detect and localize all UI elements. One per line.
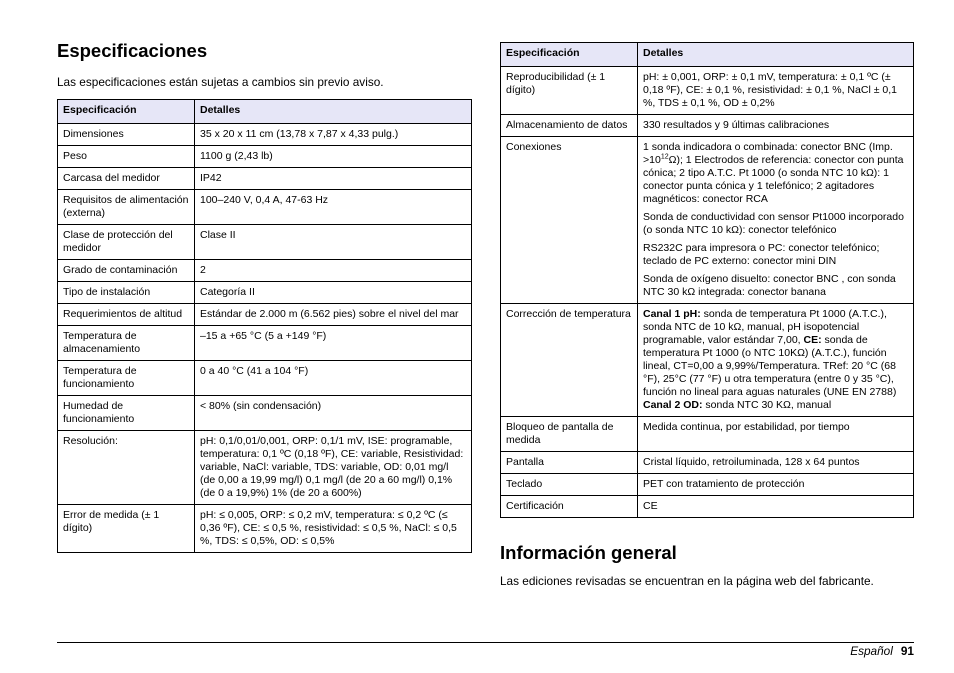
general-information-section [500,542,914,588]
detail-cell: IP42 [195,168,472,190]
table-row-connections [501,137,914,304]
detail-cell: 0 a 40 °C (41 a 104 °F) [195,361,472,396]
specifications-table-left [57,99,472,553]
spec-cell: Reproducibilidad (± 1 dígito) [501,67,638,115]
detail-cell: CE [638,496,914,518]
spec-cell: Clase de protección del medidor [58,225,195,260]
detail-cell: pH: ± 0,001, ORP: ± 0,1 mV, temperatura: ± 0,1 ºC (± 0,18 ºF), CE: ± 0,1 %, resistividad: ± 0,1 %, NaCl ± 0,1 %, TDS ± 0,1 %, OD ± 0,2% [638,67,914,115]
detail-cell: 1100 g (2,43 lb) [195,146,472,168]
table-row [58,190,472,225]
detail-text: sonda de temperatura Pt 1000 (A.T.C.), sonda NTC de 10 kΩ, manual, pH isopotencial programable, valor estándar 7,00, [643,308,887,346]
detail-cell: PET con tratamiento de protección [638,474,914,496]
superscript: 12 [660,153,669,161]
table-row [501,417,914,452]
table-row-temperature-correction [501,304,914,417]
detail-cell: 35 x 20 x 11 cm (13,78 x 7,87 x 4,33 pulg.) [195,124,472,146]
connection-text: 1 sonda indicadora o combinada: conector BNC (Imp. >10 [643,141,893,166]
table-row [501,67,914,115]
table-row [501,115,914,137]
table-row [58,505,472,553]
spec-cell: Almacenamiento de datos [501,115,638,137]
spec-cell: Carcasa del medidor [58,168,195,190]
table-row [501,452,914,474]
footer-divider [57,642,914,643]
table-row [58,146,472,168]
detail-cell [638,137,914,304]
intro-text: Las especificaciones están sujetas a cambios sin previo aviso. [57,75,384,89]
table-row [58,326,472,361]
footer-language: Español [850,644,893,658]
spec-cell: Peso [58,146,195,168]
table-row [58,431,472,505]
table-header-row [501,43,914,67]
bold-label: CE: [803,334,822,346]
detail-cell: Categoría II [195,282,472,304]
table-row [58,124,472,146]
spec-cell: Conexiones [501,137,638,304]
table-header-row [58,100,472,124]
connection-paragraph: Sonda de oxígeno disuelto: conector BNC , con sonda NTC 30 kΩ integrada: conector banana [643,273,896,298]
detail-cell: pH: ≤ 0,005, ORP: ≤ 0,2 mV, temperatura: ≤ 0,2 ºC (≤ 0,36 ºF), CE: ≤ 0,5 %, resistividad: ≤ 0,5 %, NaCl: ≤ 0,5 %, TDS: ≤ 0,5%, OD: ≤ 0,5% [195,505,472,553]
spec-cell: Humedad de funcionamiento [58,396,195,431]
spec-cell: Dimensiones [58,124,195,146]
column-header-details: Detalles [638,43,914,67]
detail-text: sonda de temperatura Pt 1000 (o NTC 10KΩ) (A.T.C.), función lineal, CT=0,00 a 9,99%/Temperatura. TRef: 20 °C (68 °F), 25°C (77 °F) u otra temperatura (entre 0 y 35 °C), función no lineal para aguas naturales (UNE EN 2788) [643,334,897,398]
table-row [58,282,472,304]
detail-cell: pH: 0,1/0,01/0,001, ORP: 0,1/1 mV, ISE: programable, temperatura: 0,1 ºC (0,18 ºF), CE: variable, Resistividad: variable, NaCl: variable, TDS: variable, OD: 0,01 mg/l (de 0,00 a 19,99 mg/l) 0,1 mg/l (de 20 a 60 mg/l) 0,1% (de 0 a 19,9%) 1% (de 20 a 600%) [195,431,472,505]
column-header-details: Detalles [195,100,472,124]
column-header-spec: Especificación [501,43,638,67]
spec-cell: Temperatura de funcionamiento [58,361,195,396]
page-title: Especificaciones [57,40,208,61]
detail-cell: Clase II [195,225,472,260]
spec-cell: Pantalla [501,452,638,474]
spec-cell: Temperatura de almacenamiento [58,326,195,361]
detail-text: sonda NTC 30 KΩ, manual [702,399,832,411]
table-row [501,496,914,518]
table-row [58,304,472,326]
connection-paragraph [643,141,908,206]
bold-label: Canal 2 OD: [643,399,703,411]
column-header-spec: Especificación [58,100,195,124]
table-row [58,396,472,431]
detail-cell: < 80% (sin condensación) [195,396,472,431]
spec-cell: Teclado [501,474,638,496]
connection-paragraph: Sonda de conductividad con sensor Pt1000 incorporado (o sonda NTC 10 kΩ): conector telefónico [643,211,904,236]
connection-paragraph: RS232C para impresora o PC: conector telefónico; teclado de PC externo: conector mini DIN [643,242,880,267]
left-column [57,40,472,553]
spec-cell: Error de medida (± 1 dígito) [58,505,195,553]
section-title: Información general [500,542,677,563]
spec-cell: Bloqueo de pantalla de medida [501,417,638,452]
page-number: 91 [900,644,914,658]
spec-cell: Grado de contaminación [58,260,195,282]
spec-cell: Tipo de instalación [58,282,195,304]
page-footer [850,644,914,658]
spec-cell: Requisitos de alimentación (externa) [58,190,195,225]
detail-cell [638,304,914,417]
bold-label: Canal 1 pH: [643,308,701,320]
connection-text: Ω); 1 Electrodos de referencia: conector con punta cónica; 2 tipo A.T.C. Pt 1000 (o sonda NTC 10 kΩ): 1 conector punta cónica y 1 telefónico; 2 agitadores magnéticos: conector RCA [643,154,904,205]
detail-cell: 100–240 V, 0,4 A, 47-63 Hz [195,190,472,225]
detail-cell: 2 [195,260,472,282]
detail-cell: –15 a +65 °C (5 a +149 °F) [195,326,472,361]
detail-cell: 330 resultados y 9 últimas calibraciones [638,115,914,137]
detail-cell: Estándar de 2.000 m (6.562 pies) sobre el nivel del mar [195,304,472,326]
table-row [58,168,472,190]
specifications-table-right [500,42,914,518]
detail-cell: Cristal líquido, retroiluminada, 128 x 64 puntos [638,452,914,474]
spec-cell: Requerimientos de altitud [58,304,195,326]
table-row [58,361,472,396]
right-column [500,42,914,588]
section-text: Las ediciones revisadas se encuentran en la página web del fabricante. [500,574,874,588]
spec-cell: Resolución: [58,431,195,505]
table-row [58,225,472,260]
table-row [501,474,914,496]
spec-cell: Certificación [501,496,638,518]
spec-cell: Corrección de temperatura [501,304,638,417]
detail-cell: Medida continua, por estabilidad, por tiempo [638,417,914,452]
table-row [58,260,472,282]
